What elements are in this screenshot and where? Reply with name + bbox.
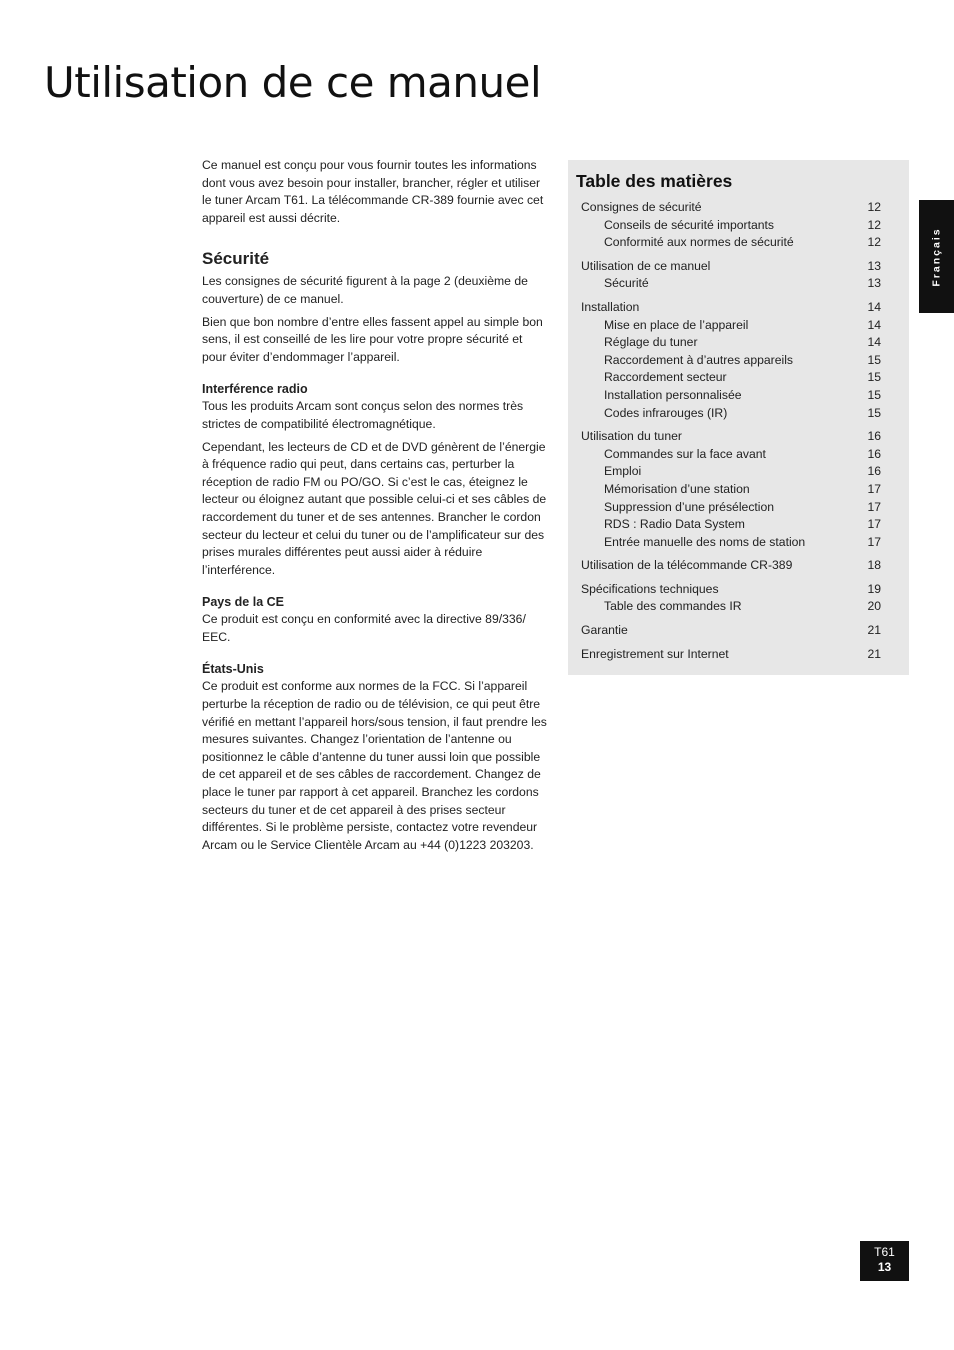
security-paragraph-1: Les consignes de sécurité figurent à la page 2 (deuxième de couverture) de ce manuel. [202, 274, 528, 306]
toc-entry-label: Utilisation de ce manuel [581, 258, 711, 273]
toc-subentry [581, 317, 881, 335]
toc-entry-label: Suppression d’une présélection [604, 499, 775, 514]
toc-entry-label: Réglage du tuner [604, 335, 698, 350]
toc-group [581, 622, 881, 640]
toc-entry [581, 428, 881, 446]
toc-entry-page: 19 [867, 581, 881, 596]
toc-subentry [581, 405, 881, 423]
toc-entry-label: Spécifications techniques [581, 581, 719, 596]
toc-group [581, 557, 881, 575]
toc-entry-page: 21 [867, 646, 881, 661]
toc-entry-page: 12 [867, 200, 881, 214]
ce-countries-paragraph: Ce produit est conçu en conformité avec la directive 89/336/ EEC. [202, 612, 526, 644]
toc-entry-label: Entrée manuelle des noms de station [604, 534, 806, 549]
toc-entry-page: 16 [867, 464, 881, 479]
toc-entry-page: 18 [867, 558, 881, 573]
toc-heading: Table des matières [576, 171, 733, 191]
toc-entry-page: 21 [867, 623, 881, 638]
page-number: 13 [877, 1260, 892, 1274]
toc-entry-label: Garantie [581, 623, 628, 638]
toc-entry [581, 646, 881, 664]
toc-entry-page: 17 [867, 517, 881, 532]
toc-entry-page: 15 [867, 352, 881, 367]
usa-heading: États-Unis [202, 662, 264, 677]
toc-entry-label: Consignes de sécurité [581, 200, 702, 214]
toc-subentry [581, 387, 881, 405]
toc-group [581, 581, 881, 616]
main-column [202, 157, 548, 859]
toc-group [581, 258, 881, 293]
toc-subentry [581, 598, 881, 616]
toc-entry-label: Mise en place de l’appareil [604, 317, 749, 332]
toc-entry-page: 17 [867, 499, 881, 514]
toc-entry-page: 14 [867, 299, 881, 314]
toc-entry-label: Enregistrement sur Internet [581, 646, 729, 661]
radio-interference-heading: Interférence radio [202, 382, 308, 397]
toc-subentry [581, 446, 881, 464]
toc-entry-page: 15 [867, 387, 881, 402]
model-label: T61 [874, 1245, 895, 1259]
toc-subentry [581, 499, 881, 517]
toc-entry [581, 299, 881, 317]
radio-interference-paragraph-1: Tous les produits Arcam sont conçus selon des normes très strictes de compatibilité électromagnétique. [202, 399, 524, 431]
toc-entry-label: Utilisation de la télécommande CR-389 [581, 558, 793, 573]
toc-entry-page: 20 [867, 599, 881, 614]
toc-entry-page: 14 [867, 317, 881, 332]
toc-entry-page: 17 [867, 534, 881, 549]
toc-entry-page: 17 [867, 481, 881, 496]
toc-entry-label: Utilisation du tuner [581, 429, 682, 444]
toc-group [581, 646, 881, 664]
toc-group [581, 299, 881, 422]
toc-list [581, 199, 881, 663]
toc-entry-page: 14 [867, 335, 881, 350]
toc-entry-page: 15 [867, 405, 881, 420]
security-paragraph-2: Bien que bon nombre d’entre elles fassent appel au simple bon sens, il est conseillé de les lire pour votre propre sécurité et pour éviter d’endommager l’appareil. [202, 314, 543, 364]
toc-subentry [581, 234, 881, 252]
toc-entry-page: 12 [867, 217, 881, 232]
toc-subentry [581, 463, 881, 481]
radio-interference-paragraph-2: Cependant, les lecteurs de CD et de DVD génèrent de l’énergie à fréquence radio qui peut, dans certains cas, perturber la réception de radio FM ou PO/GO. Si c’est le cas, éteignez le lecteur ou éloignez autant que possible celui-ci et ses câbles de raccordement du tuner et de ses antennes. Brancher le cordon secteur du lecteur et celui du tuner ou de l’amplificateur sur des prises murales différentes peut aussi aider à réduire l’interférence. [202, 439, 547, 577]
toc-entry [581, 622, 881, 640]
toc-entry-page: 16 [867, 446, 881, 461]
toc-group [581, 199, 881, 252]
ce-countries-heading: Pays de la CE [202, 595, 284, 610]
toc-entry-page: 15 [867, 370, 881, 385]
toc-entry-label: Codes infrarouges (IR) [604, 405, 728, 420]
toc-group [581, 428, 881, 551]
toc-entry-label: Installation [581, 299, 640, 314]
toc-entry [581, 581, 881, 599]
toc-entry-label: Installation personnalisée [604, 387, 742, 402]
toc-entry-label: RDS : Radio Data System [604, 517, 745, 532]
page-title: Utilisation de ce manuel [44, 58, 542, 107]
toc-entry [581, 557, 881, 575]
toc-entry-label: Sécurité [604, 276, 649, 291]
toc-entry [581, 258, 881, 276]
language-tab [919, 200, 954, 313]
toc-subentry [581, 534, 881, 552]
toc-subentry [581, 275, 881, 293]
toc-subentry [581, 516, 881, 534]
toc-entry-page: 12 [867, 235, 881, 250]
intro-paragraph: Ce manuel est conçu pour vous fournir toutes les informations dont vous avez besoin pour installer, brancher, régler et utiliser le tuner Arcam T61. La télécommande CR-389 fournie avec cet appareil est aussi décrite. [202, 158, 544, 225]
page-number-box [860, 1241, 909, 1281]
toc-entry-page: 13 [867, 276, 881, 291]
toc-subentry [581, 217, 881, 235]
toc-entry-label: Conseils de sécurité importants [604, 217, 775, 232]
toc-entry-label: Emploi [604, 464, 642, 479]
toc-entry-page: 16 [867, 429, 881, 444]
toc-entry [581, 199, 881, 217]
toc-entry-page: 13 [867, 258, 881, 273]
toc-subentry [581, 481, 881, 499]
table-of-contents [568, 160, 909, 675]
toc-entry-label: Conformité aux normes de sécurité [604, 235, 794, 250]
toc-entry-label: Table des commandes IR [604, 599, 742, 614]
toc-entry-label: Raccordement secteur [604, 370, 727, 385]
language-tab-label: Français [930, 226, 943, 287]
toc-entry-label: Mémorisation d’une station [604, 481, 750, 496]
toc-entry-label: Raccordement à d’autres appareils [604, 352, 794, 367]
toc-subentry [581, 352, 881, 370]
toc-subentry [581, 334, 881, 352]
toc-subentry [581, 369, 881, 387]
usa-paragraph: Ce produit est conforme aux normes de la FCC. Si l’appareil perturbe la réception de radio ou de télévision, ce qui peut être vérifié en mettant l’appareil hors/sous tension, il faut prendre les mesures suivantes. Changez l’orientation de l’antenne ou positionnez le câble d’antenne du tuner aussi loin que possible de cet appareil et de ses câbles de raccordement. Changez de place le tuner par rapport à cet appareil. Branchez les cordons secteurs du tuner et de cet appareil à des prises secteur différentes. Si le problème persiste, contactez votre revendeur Arcam ou le Service Clientèle Arcam au +44 (0)1223 203203. [202, 679, 547, 852]
security-heading: Sécurité [202, 249, 270, 269]
toc-entry-label: Commandes sur la face avant [604, 446, 766, 461]
